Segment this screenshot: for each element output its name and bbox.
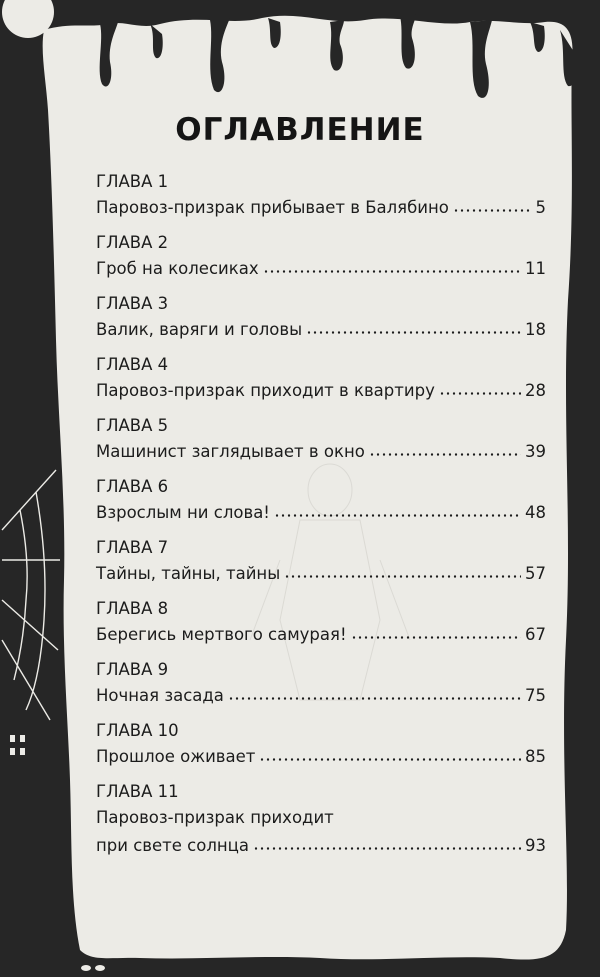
page-number: 39 <box>525 442 546 461</box>
page-number: 5 <box>535 198 546 217</box>
page-number: 18 <box>525 320 546 339</box>
chapter-title: Валик, варяги и головы <box>96 320 303 339</box>
chapter-title: Гроб на колесиках <box>96 259 259 278</box>
toc-entry[interactable] <box>96 353 546 414</box>
page-number: 85 <box>525 747 546 766</box>
page-number: 48 <box>525 503 546 522</box>
page-number: 11 <box>525 259 546 278</box>
toc-entry[interactable] <box>96 475 546 536</box>
toc-entry[interactable] <box>96 231 546 292</box>
dot-leader <box>453 209 532 212</box>
chapter-title: Тайны, тайны, тайны <box>96 564 281 583</box>
page-number: 75 <box>525 686 546 705</box>
dot-leader <box>306 331 521 334</box>
chapter-title: Ночная засада <box>96 686 224 705</box>
toc-entry[interactable] <box>96 658 546 719</box>
toc-entry[interactable] <box>96 292 546 353</box>
chapter-label: ГЛАВА 3 <box>96 294 169 313</box>
chapter-label: ГЛАВА 2 <box>96 233 169 252</box>
chapter-title-continued: при свете солнца <box>96 836 250 855</box>
page-number: 28 <box>525 381 546 400</box>
chapter-title: Паровоз-призрак прибывает в Балябино <box>96 198 449 217</box>
dot-leader <box>274 514 521 517</box>
chapter-label: ГЛАВА 6 <box>96 477 169 496</box>
dot-leader <box>439 392 521 395</box>
page-number: 67 <box>525 625 546 644</box>
dot-leader <box>351 636 521 639</box>
page-number: 93 <box>525 836 546 855</box>
chapter-title: Машинист заглядывает в окно <box>96 442 365 461</box>
chapter-title: Паровоз-призрак приходит в квартиру <box>96 381 435 400</box>
toc-entry[interactable] <box>96 597 546 658</box>
chapter-label: ГЛАВА 11 <box>96 782 179 801</box>
chapter-label: ГЛАВА 10 <box>96 721 179 740</box>
dot-leader <box>369 453 521 456</box>
chapter-label: ГЛАВА 4 <box>96 355 169 374</box>
toc-entry[interactable] <box>96 170 546 231</box>
chapter-title: Берегись мертвого самурая! <box>96 625 347 644</box>
chapter-title: Паровоз-призрак приходит <box>96 808 334 827</box>
chapter-label: ГЛАВА 1 <box>96 172 169 191</box>
chapter-label: ГЛАВА 5 <box>96 416 169 435</box>
toc-entry[interactable] <box>96 780 546 860</box>
dot-leader <box>228 697 521 700</box>
dot-leader <box>263 270 521 273</box>
toc-entry[interactable] <box>96 719 546 780</box>
chapter-title: Взрослым ни слова! <box>96 503 270 522</box>
dot-leader <box>253 847 521 850</box>
chapter-label: ГЛАВА 9 <box>96 660 169 679</box>
dot-leader <box>284 575 521 578</box>
toc-entry[interactable] <box>96 536 546 597</box>
table-of-contents <box>96 170 546 860</box>
page-number: 57 <box>525 564 546 583</box>
chapter-label: ГЛАВА 8 <box>96 599 169 618</box>
page-title: ОГЛАВЛЕНИЕ <box>175 112 425 148</box>
toc-entry[interactable] <box>96 414 546 475</box>
chapter-label: ГЛАВА 7 <box>96 538 169 557</box>
dot-leader <box>259 758 521 761</box>
chapter-title: Прошлое оживает <box>96 747 256 766</box>
